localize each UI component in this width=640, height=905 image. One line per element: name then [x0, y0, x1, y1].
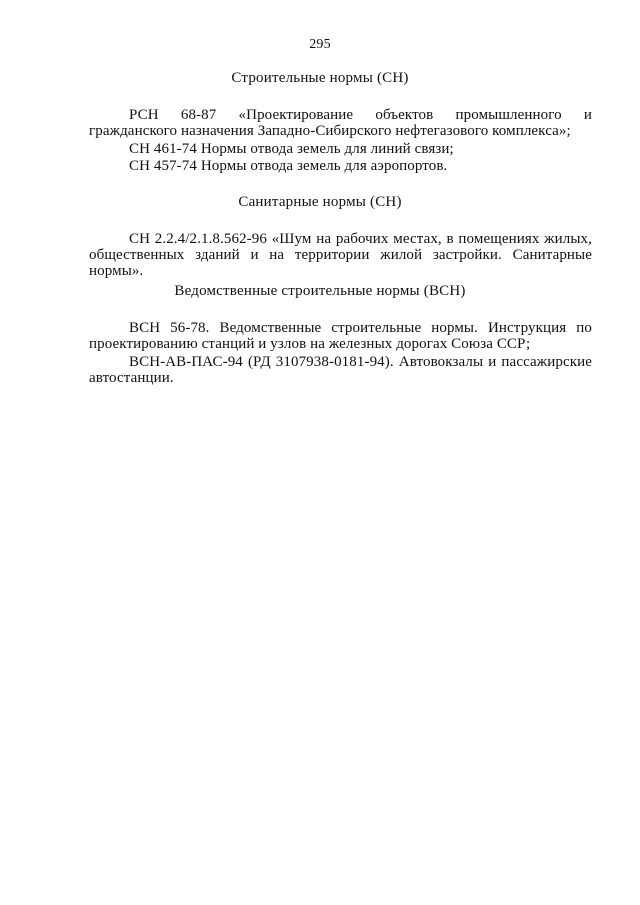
entry-vsn-56-78: ВСН 56-78. Ведомственные строительные нормы. Инструкция по проектированию станций и узлов на железных дорогах Союза ССР;: [89, 320, 592, 352]
section-heading-construction-norms: Строительные нормы (СН): [231, 70, 409, 86]
entry-sn-457-74: СН 457-74 Нормы отвода земель для аэропортов.: [129, 158, 448, 174]
entry-sn-461-74: СН 461-74 Нормы отвода земель для линий связи;: [129, 141, 454, 157]
entry-vsn-av-pas-94: ВСН-АВ-ПАС-94 (РД 3107938-0181-94). Автовокзалы и пассажирские автостанции.: [89, 354, 592, 386]
page-number: 295: [309, 37, 331, 52]
section-heading-sanitary-norms: Санитарные нормы (СН): [238, 194, 402, 210]
section-heading-departmental-norms: Ведомственные строительные нормы (ВСН): [174, 283, 466, 299]
entry-rsn-68-87: РСН 68-87 «Проектирование объектов промышленного и гражданского назначения Западно-Сибирского нефтегазового комплекса»;: [89, 107, 592, 139]
entry-sn-2-2-4: СН 2.2.4/2.1.8.562-96 «Шум на рабочих местах, в помещениях жилых, общественных зданий и на территории жилой застройки. Санитарные нормы».: [89, 231, 592, 279]
